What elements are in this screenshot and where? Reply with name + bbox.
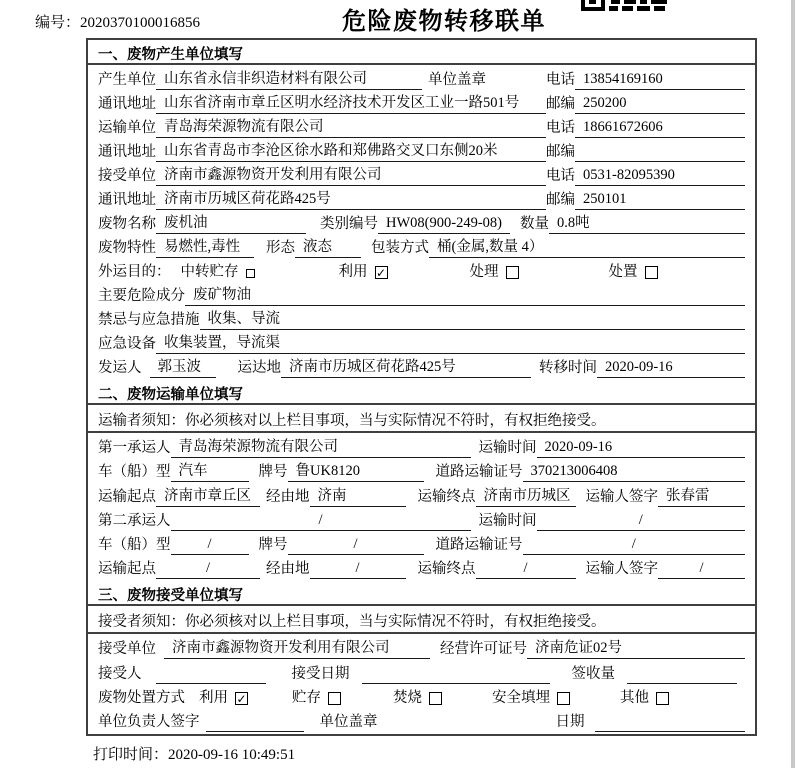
route-via-label: 经由地 — [266, 561, 310, 578]
producer-address-label: 通讯地址 — [98, 96, 156, 112]
transport-time-value-2: / — [537, 512, 746, 531]
route-via-value-2: / — [310, 560, 406, 579]
print-time-label: 打印时间： — [93, 747, 169, 763]
row-disposal-method — [98, 684, 745, 708]
transfer-time-value: 2020-09-16 — [597, 359, 745, 378]
transport-time-value: 2020-09-16 — [537, 439, 746, 458]
row-transport-unit — [98, 114, 745, 138]
receiver-phone-group — [546, 164, 745, 186]
route-start-label: 运输起点 — [98, 561, 156, 578]
checkbox-utilize[interactable] — [375, 266, 388, 279]
row-first-carrier — [98, 434, 745, 458]
transport-address-label: 通讯地址 — [98, 144, 156, 160]
route-start-value-2: / — [156, 560, 260, 579]
receiver-phone-value: 0531-82095390 — [575, 167, 745, 186]
date-label: 日期 — [555, 713, 585, 730]
received-qty-value — [627, 682, 737, 684]
route-end-label: 运输终点 — [417, 561, 476, 578]
waste-traits-label: 废物特性 — [98, 240, 156, 256]
checkbox-treat[interactable] — [506, 266, 519, 279]
row-taboo-measures — [98, 306, 745, 330]
road-license-label: 道路运输证号 — [435, 464, 523, 481]
plate-value-2: / — [288, 536, 424, 555]
carrier-sign-value: 张春雷 — [658, 484, 745, 507]
first-carrier-label: 第一承运人 — [98, 440, 171, 457]
transport-address-group — [98, 139, 546, 162]
phone-label: 电话 — [546, 168, 575, 184]
disposal-option-other — [620, 686, 669, 708]
plate-label: 牌号 — [258, 464, 288, 481]
purpose-option-dispose — [609, 260, 658, 282]
transport-unit-value: 青岛海荣源物流有限公司 — [156, 115, 546, 138]
transport-phone-group — [546, 116, 745, 138]
transporter-notice: 运输者须知：你必须核对以上栏目事项，当与实际情况不符时，有权拒绝接受。 — [88, 405, 755, 433]
route-end-value: 济南市历城区 — [476, 484, 576, 507]
form-state-value: 液态 — [295, 235, 361, 258]
row-responsible-signature — [98, 708, 745, 732]
date-value — [595, 730, 746, 732]
producer-unit-group — [98, 67, 546, 90]
road-license-value: 370213006408 — [523, 463, 746, 482]
carrier-sign-value-2: / — [658, 560, 745, 579]
checkbox-dispose[interactable] — [645, 266, 658, 279]
receiver-address-label: 通讯地址 — [98, 192, 156, 208]
manifest-form — [86, 38, 757, 736]
row-receiver-unit — [98, 162, 745, 186]
route-end-value-2: / — [476, 560, 576, 579]
route-via-label: 经由地 — [266, 488, 310, 505]
transfer-purpose-label: 外运目的： — [98, 264, 171, 280]
row-vehicle-2 — [98, 531, 745, 555]
purpose-option-treat — [470, 260, 519, 282]
unit-seal-label: 单位盖章 — [319, 713, 378, 730]
transport-zip-value — [575, 160, 745, 162]
checkbox-mark: ✓ — [236, 691, 247, 706]
disposal-method-label: 废物处置方式 — [98, 689, 185, 706]
row-producer-address — [98, 90, 745, 114]
row-route-2 — [98, 555, 745, 579]
road-license-label: 道路运输证号 — [435, 536, 523, 553]
plate-value: 鲁UK8120 — [288, 459, 424, 482]
taboo-value: 收集、导流 — [200, 307, 746, 330]
transport-phone-value: 18661672606 — [575, 119, 745, 138]
section1-body — [88, 65, 755, 380]
section1-header: 一、废物产生单位填写 — [88, 40, 755, 65]
row-transport-address — [98, 138, 745, 162]
shipper-value: 郭玉波 — [150, 355, 216, 378]
option-label: 贮存 — [292, 689, 321, 706]
checkbox-mark: ✓ — [375, 266, 387, 280]
disposal-option-utilize — [199, 686, 248, 708]
producer-unit-value: 山东省永信非织造材料有限公司 — [156, 67, 422, 90]
row-receiving-unit — [98, 635, 745, 659]
option-label: 利用 — [338, 264, 368, 280]
hazard-value: 废矿物油 — [185, 283, 745, 306]
receiver-unit-label: 接受单位 — [98, 168, 156, 184]
checkbox-disposal-utilize[interactable] — [235, 692, 248, 705]
accept-date-value — [362, 682, 550, 684]
receiver-unit-value: 济南市鑫源物资开发利用有限公司 — [156, 163, 546, 186]
second-carrier-label: 第二承运人 — [98, 512, 171, 529]
producer-address-group — [98, 91, 546, 114]
row-vehicle-1 — [98, 458, 745, 482]
option-label: 其他 — [620, 689, 649, 706]
page-title: 危险废物转移联单 — [342, 9, 546, 35]
purpose-option-utilize — [339, 260, 388, 282]
producer-zip-value: 250200 — [575, 95, 745, 114]
unit-seal-label: 单位盖章 — [428, 72, 486, 88]
receiver-address-value: 济南市历城区荷花路425号 — [156, 187, 546, 210]
disposal-option-landfill — [492, 686, 570, 708]
vehicle-type-value-2: / — [171, 536, 249, 555]
transport-address-value: 山东省青岛市李沧区徐水路和郑佛路交叉口东侧20米 — [156, 139, 546, 162]
phone-label: 电话 — [546, 120, 575, 136]
checkbox-disposal-landfill[interactable] — [557, 692, 570, 705]
route-start-value: 济南市章丘区 — [156, 484, 260, 507]
plate-label: 牌号 — [258, 536, 288, 553]
transport-time-label: 运输时间 — [478, 440, 537, 457]
transport-time-label: 运输时间 — [478, 512, 537, 529]
waste-name-value: 废机油 — [156, 211, 306, 234]
receiver-address-group — [98, 187, 546, 210]
row-transfer-purpose — [98, 258, 745, 282]
business-license-value: 济南危证02号 — [527, 636, 745, 659]
checkbox-disposal-incinerate[interactable] — [429, 692, 442, 705]
option-label: 焚烧 — [393, 689, 422, 706]
transfer-time-label: 转移时间 — [539, 360, 597, 376]
option-label: 安全填埋 — [492, 689, 550, 706]
form-state-label: 形态 — [266, 240, 295, 256]
quantity-value: 0.8吨 — [549, 211, 745, 234]
section2-header: 二、废物运输单位填写 — [88, 380, 755, 405]
first-carrier-value: 青岛海荣源物流有限公司 — [171, 435, 471, 458]
serial-value: 2020370100016856 — [80, 15, 201, 31]
vehicle-type-label: 车（船）型 — [98, 536, 171, 553]
waste-name-label: 废物名称 — [98, 216, 156, 232]
zip-label: 邮编 — [546, 144, 575, 160]
section3-header: 三、废物接受单位填写 — [88, 581, 755, 606]
checkbox-transit-storage[interactable] — [246, 269, 255, 278]
category-code-label: 类别编号 — [320, 216, 378, 232]
equipment-value: 收集装置，导流渠 — [156, 331, 745, 354]
section3-body — [88, 634, 755, 734]
vehicle-type-value: 汽车 — [171, 459, 249, 482]
shipper-label: 发运人 — [98, 360, 142, 376]
producer-address-value: 山东省济南市章丘区明水经济技术开发区工业一路501号 — [156, 91, 546, 114]
accept-date-label: 接受日期 — [291, 665, 350, 682]
producer-phone-group — [546, 68, 745, 90]
phone-label: 电话 — [546, 72, 575, 88]
responsible-sign-value — [206, 730, 304, 732]
hazard-label: 主要危险成分 — [98, 288, 185, 304]
option-label: 中转贮存 — [180, 264, 239, 280]
packing-label: 包装方式 — [371, 240, 429, 256]
print-time-value: 2020-09-16 10:49:51 — [168, 747, 296, 763]
received-qty-label: 签收量 — [571, 665, 615, 682]
business-license-label: 经营许可证号 — [440, 641, 527, 658]
carrier-sign-label: 运输人签字 — [585, 561, 658, 578]
row-shipper — [98, 354, 745, 378]
purpose-option-transit-storage — [181, 260, 255, 282]
producer-zip-group — [546, 92, 745, 114]
row-second-carrier — [98, 507, 745, 531]
checkbox-disposal-storage[interactable] — [328, 692, 341, 705]
zip-label: 邮编 — [546, 96, 575, 112]
road-license-value-2: / — [523, 536, 746, 555]
producer-phone-value: 13854169160 — [575, 71, 745, 90]
transport-zip-group — [546, 140, 745, 162]
producer-unit-label: 产生单位 — [98, 72, 156, 88]
row-waste-name — [98, 210, 745, 234]
acceptor-value — [156, 682, 266, 684]
receiver-zip-value: 250101 — [575, 191, 745, 210]
carrier-sign-label: 运输人签字 — [585, 488, 658, 505]
zip-label: 邮编 — [546, 192, 575, 208]
taboo-label: 禁忌与应急措施 — [98, 312, 200, 328]
second-carrier-value: / — [171, 512, 471, 531]
acceptor-label: 接受人 — [98, 665, 142, 682]
disposal-option-incinerate — [393, 686, 442, 708]
transport-unit-group — [98, 115, 546, 138]
option-label: 处理 — [469, 264, 499, 280]
option-label: 利用 — [199, 689, 228, 706]
receiving-unit-label: 接受单位 — [98, 641, 156, 658]
packing-value: 桶(金属,数量 4） — [429, 235, 745, 258]
row-receiver-address — [98, 186, 745, 210]
row-emergency-equipment — [98, 330, 745, 354]
viewer-right-edge — [791, 0, 795, 768]
option-label: 处置 — [608, 264, 638, 280]
category-code-value: HW08(900-249-08) — [378, 215, 510, 234]
row-acceptor — [98, 659, 745, 683]
disposal-option-storage — [292, 686, 341, 708]
transport-unit-label: 运输单位 — [98, 120, 156, 136]
checkbox-disposal-other[interactable] — [656, 692, 669, 705]
quantity-label: 数量 — [520, 216, 549, 232]
print-time — [93, 743, 295, 764]
serial-label: 编号： — [35, 15, 81, 31]
destination-label: 运达地 — [237, 360, 281, 376]
route-start-label: 运输起点 — [98, 488, 156, 505]
route-end-label: 运输终点 — [417, 488, 476, 505]
row-waste-traits — [98, 234, 745, 258]
receiving-unit-value: 济南市鑫源物资开发利用有限公司 — [164, 636, 430, 659]
responsible-sign-label: 单位负责人签字 — [98, 713, 200, 730]
vehicle-type-label: 车（船）型 — [98, 464, 171, 481]
row-producer-unit — [98, 66, 745, 90]
receiver-zip-group — [546, 188, 745, 210]
section2-body — [88, 433, 755, 581]
destination-value: 济南市历城区荷花路425号 — [281, 355, 531, 378]
receiver-notice: 接受者须知：你必须核对以上栏目事项，当与实际情况不符时，有权拒绝接受。 — [88, 606, 755, 634]
row-hazard-components — [98, 282, 745, 306]
waste-traits-value: 易燃性,毒性 — [156, 235, 254, 258]
route-via-value: 济南 — [310, 484, 406, 507]
equipment-label: 应急设备 — [98, 336, 156, 352]
receiver-unit-group — [98, 163, 546, 186]
row-route-1 — [98, 482, 745, 506]
